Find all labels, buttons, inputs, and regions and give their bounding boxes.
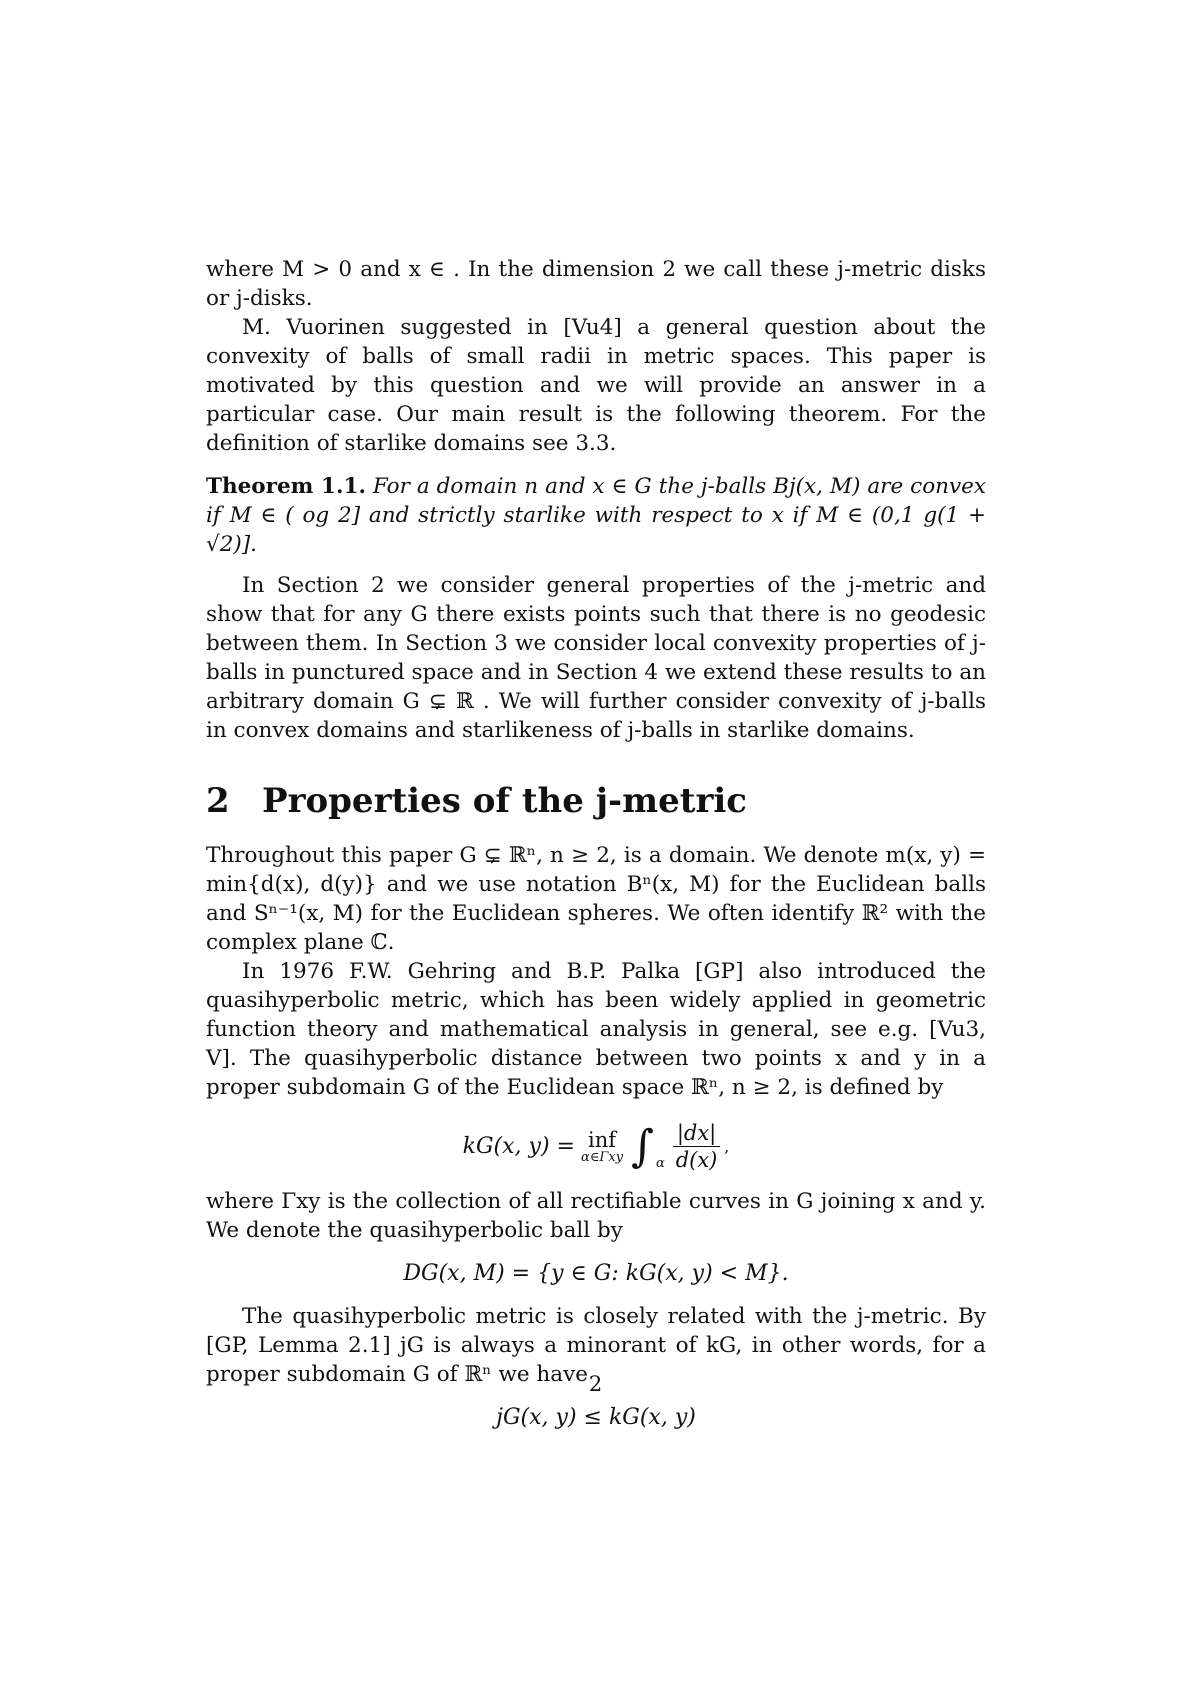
eq1-lhs: kG(x, y) = (462, 1134, 575, 1159)
theorem-label: Theorem 1.1. (206, 474, 366, 499)
section-paragraph-2: In 1976 F.W. Gehring and B.P. Palka [GP] also introduced the quasihyperbolic metric, which has been widely applied in geometric function theory and mathematical analysis in general, see e.g. [Vu3, V]. The quasihyperbolic distance between two points x and y in a proper subdomain G of the Euclidean space ℝⁿ, n ≥ 2, is defined by (206, 959, 986, 1100)
page-number: 2 (588, 1372, 603, 1396)
section-title: Properties of the j-metric (262, 781, 747, 821)
section-heading (206, 781, 986, 821)
outline-paragraph: In Section 2 we consider general properties of the j-metric and show that for any G there exists points such that there is no geodesic between them. In Section 3 we consider local convexity properties of j-balls in punctured space and in Section 4 we extend these results to an arbitrary domain G ⊊ ℝ . We will further consider convexity of j-balls in convex domains and starlikeness of j-balls in starlike domains. (206, 573, 986, 743)
eq1-inf (581, 1129, 623, 1165)
equation-quasihyperbolic-distance (206, 1120, 986, 1173)
section-paragraph-1: Throughout this paper G ⊊ ℝⁿ, n ≥ 2, is a domain. We denote m(x, y) = min{d(x), d(y)} and we use notation Bⁿ(x, M) for the Euclidean balls and Sⁿ⁻¹(x, M) for the Euclidean spheres. We often identify ℝ² with the complex plane ℂ. (206, 843, 986, 955)
eq1-op: inf (588, 1127, 617, 1152)
eq1-denominator: d(x) (675, 1148, 718, 1172)
page-body (206, 255, 986, 1446)
section-number: 2 (206, 781, 230, 821)
eq1-fraction (673, 1120, 720, 1173)
equation-minorant: jG(x, y) ≤ kG(x, y) (496, 1405, 696, 1430)
theorem (206, 472, 986, 559)
eq1-tail: , (724, 1137, 730, 1156)
theorem-body: For a domain n and x ∈ G the j-balls Bj(x, M) are convex if M ∈ ( og 2] and strictly starlike with respect to x if M ∈ (0,1 g(1 + √2)]. (206, 474, 986, 557)
equation-quasihyperbolic-ball: DG(x, M) = {y ∈ G: kG(x, y) < M}. (403, 1261, 789, 1286)
section-paragraph-4: The quasihyperbolic metric is closely related with the j-metric. By [GP, Lemma 2.1] jG is always a minorant of kG, in other words, for a proper subdomain G of ℝⁿ we have (206, 1304, 986, 1387)
eq1-op-sub: α∈Γxy (580, 1149, 624, 1165)
integral-sign: ∫ (631, 1120, 655, 1172)
section-paragraph-3: where Γxy is the collection of all rectifiable curves in G joining x and y. We denote the quasihyperbolic ball by (206, 1189, 986, 1243)
intro-line: where M > 0 and x ∈ . In the dimension 2 we call these j-metric disks or j-disks. (206, 257, 986, 311)
eq1-numerator: |dx| (673, 1120, 720, 1147)
eq1-int-sub: α (656, 1156, 665, 1171)
intro-paragraph: M. Vuorinen suggested in [Vu4] a general question about the convexity of balls of small radii in metric spaces. This paper is motivated by this question and we will provide an answer in a particular case. Our main result is the following theorem. For the definition of starlike domains see 3.3. (206, 315, 986, 456)
